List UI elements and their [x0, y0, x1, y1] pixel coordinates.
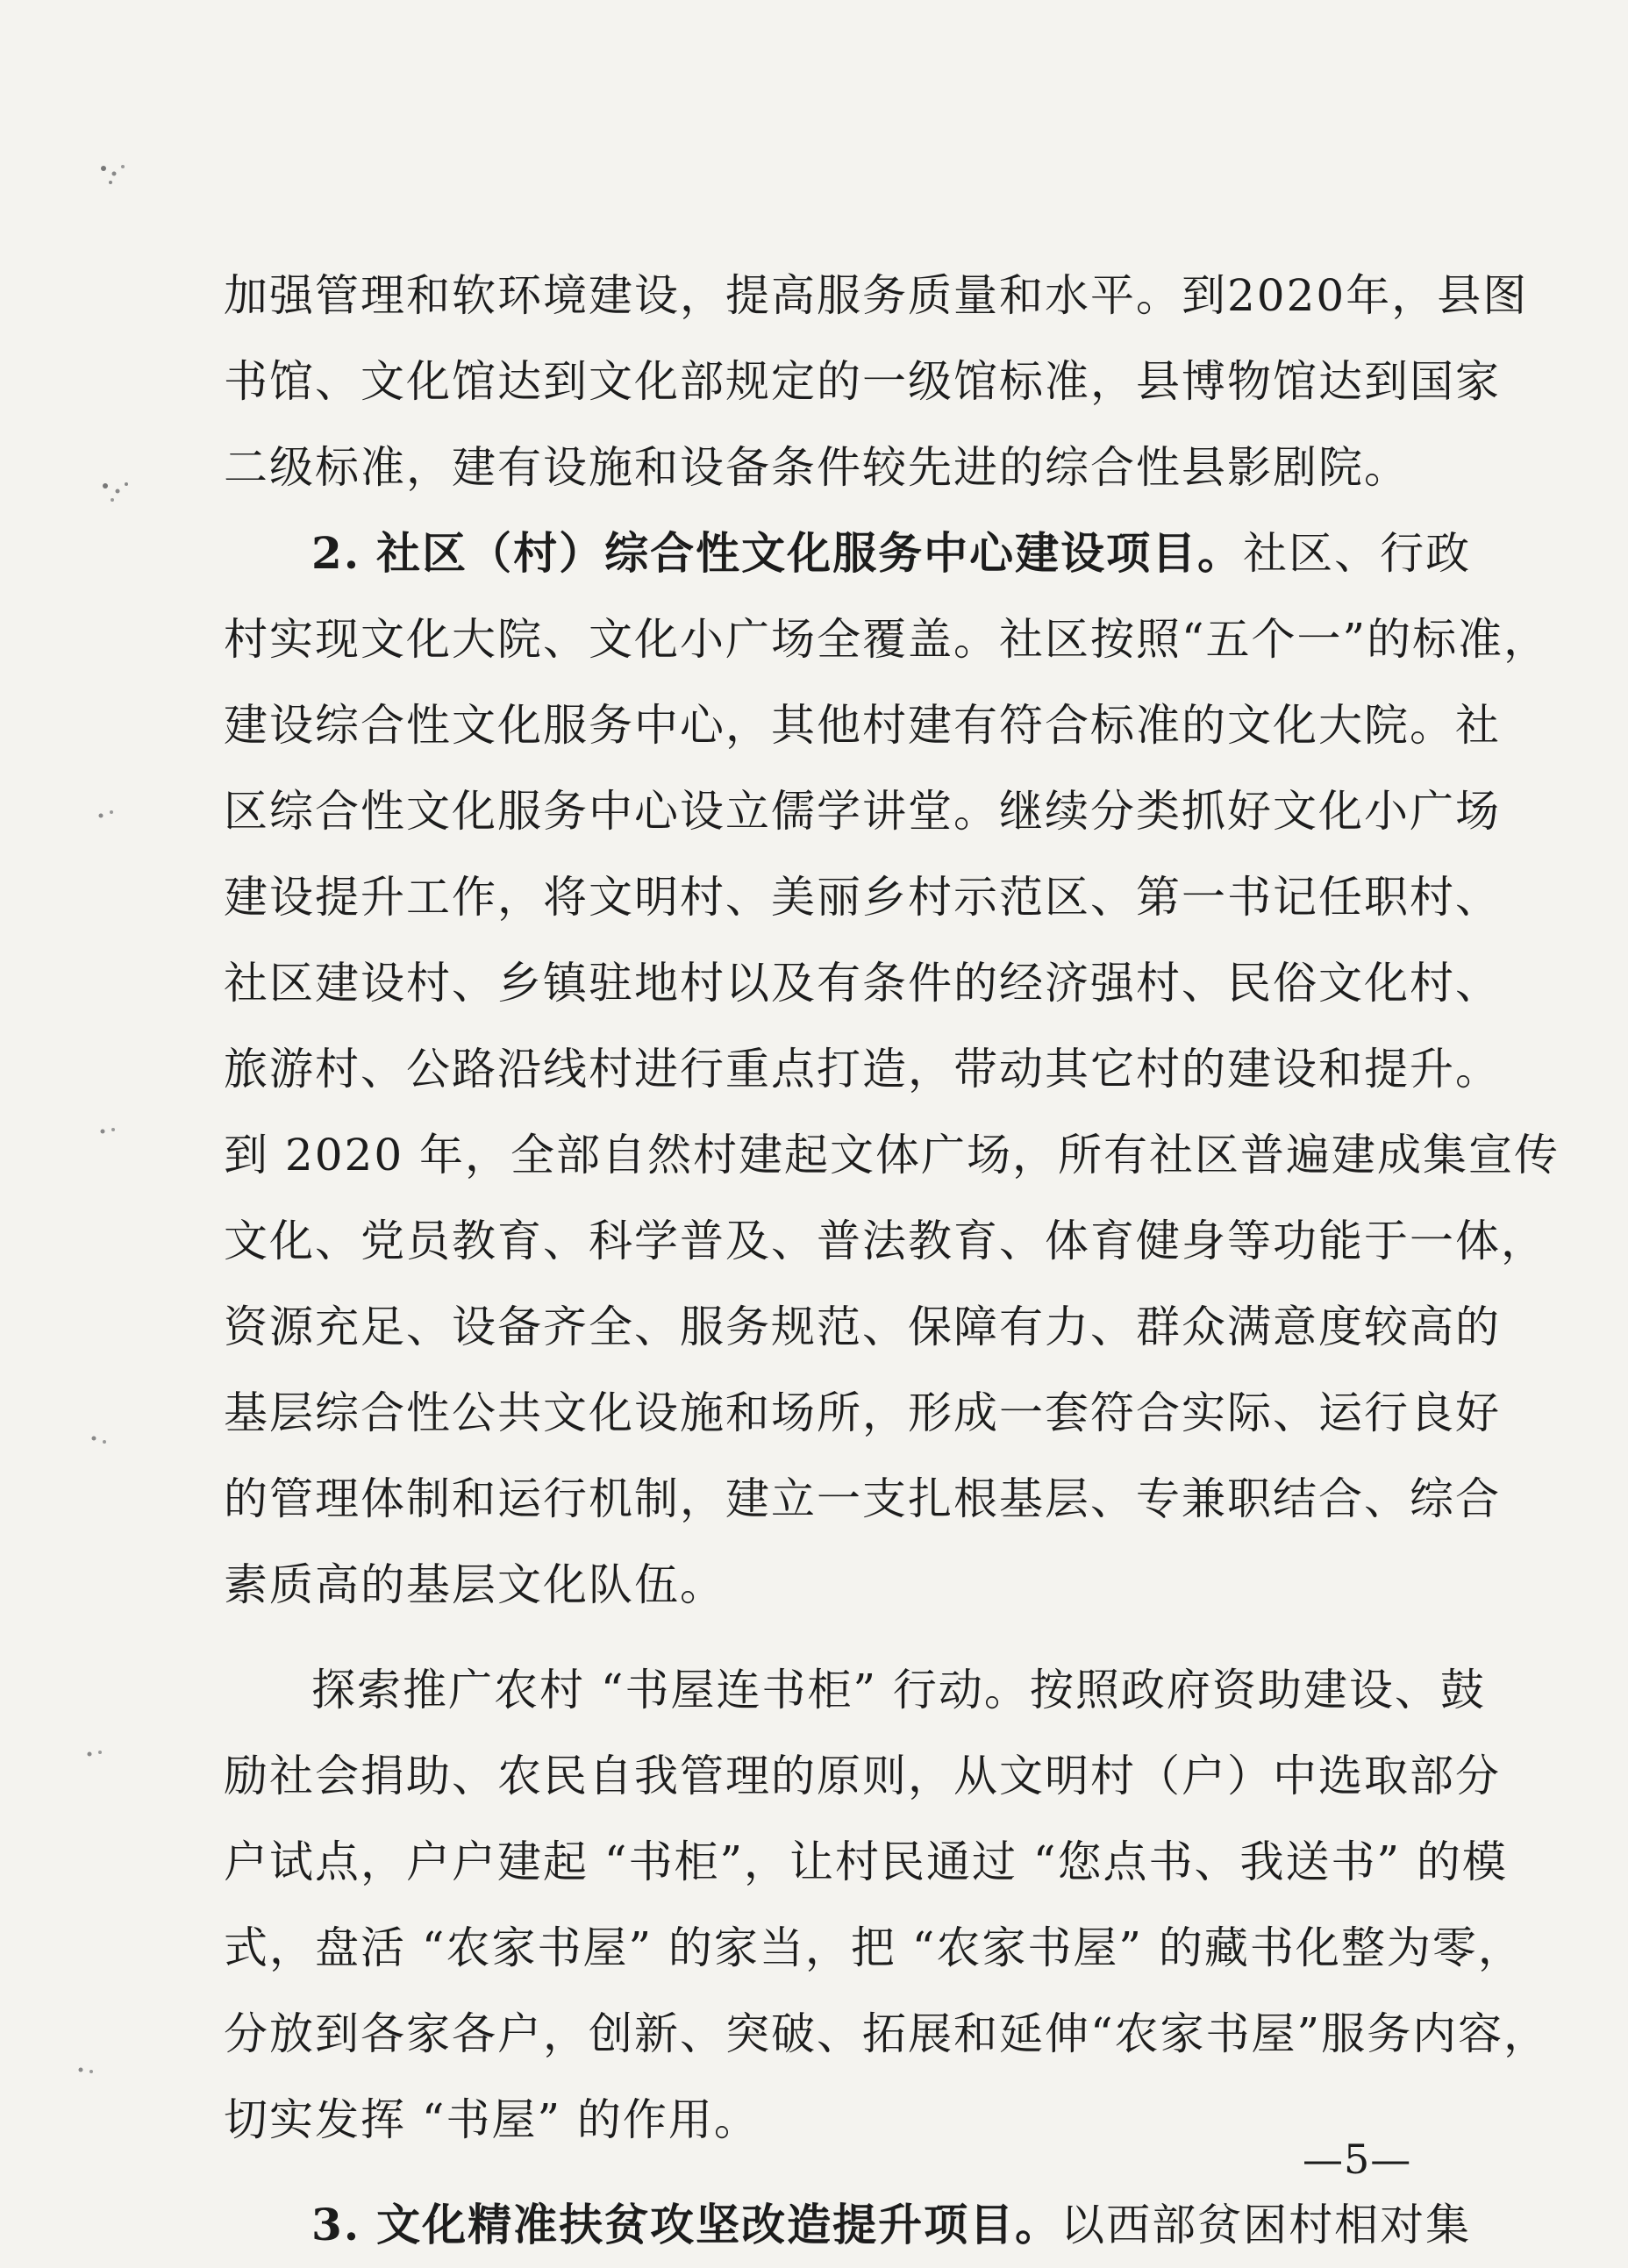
section-heading-text: 以西部贫困村相对集 [1060, 2200, 1472, 2250]
section-heading-text: 社区、行政 [1243, 528, 1472, 579]
section-heading-line [224, 2182, 1472, 2268]
text-line: 加强管理和软环境建设，提高服务质量和水平。到2020年，县图 [224, 270, 1529, 321]
scan-speck [88, 149, 140, 202]
text-line: 式，盘活 “农家书屋” 的家当，把 “农家书屋” 的藏书化整为零， [224, 1922, 1524, 1973]
text-line: 分放到各家各户，创新、突破、拓展和延伸“农家书屋”服务内容， [224, 2008, 1550, 2059]
paragraph [224, 253, 1529, 510]
text-line: 户试点，户户建起 “书柜”，让村民通过 “您点书、我送书” 的模 [224, 1837, 1508, 1887]
text-line: 区综合性文化服务中心设立儒学讲堂。继续分类抓好文化小广场 [224, 786, 1501, 837]
text-line: 二级标准，建有设施和设备条件较先进的综合性县影剧院。 [224, 442, 1410, 493]
text-line: 基层综合性公共文化设施和场所，形成一套符合实际、运行良好 [224, 1387, 1501, 1438]
section-title: 社区（村）综合性文化服务中心建设项目。 [376, 527, 1244, 579]
scan-speck [70, 1728, 123, 1780]
text-line: 文化、党员教育、科学普及、普法教育、体育健身等功能于一体， [224, 1216, 1546, 1266]
paragraph-gap [224, 2163, 1425, 2182]
scan-speck [61, 2043, 114, 2096]
scan-speck [83, 1105, 136, 1158]
text-line: 旅游村、公路沿线村进行重点打造，带动其它村的建设和提升。 [224, 1044, 1501, 1095]
text-line: 资源充足、设备齐全、服务规范、保障有力、群众满意度较高的 [224, 1302, 1501, 1352]
scan-speck [75, 1412, 127, 1465]
section-heading-line [224, 510, 1472, 596]
paragraph [224, 2182, 1472, 2268]
scan-speck [88, 465, 140, 517]
text-line: 切实发挥 “书屋” 的作用。 [224, 2094, 760, 2145]
section-number: 3. [311, 2199, 361, 2250]
text-line: 建设综合性文化服务中心，其他村建有符合标准的文化大院。社 [224, 700, 1501, 751]
text-line: 村实现文化大院、文化小广场全覆盖。社区按照“五个一”的标准， [224, 614, 1550, 665]
section-number: 2. [311, 527, 361, 579]
text-line: 书馆、文化馆达到文化部规定的一级馆标准，县博物馆达到国家 [224, 356, 1501, 407]
text-line: 素质高的基层文化队伍。 [224, 1559, 725, 1610]
paragraph-gap [224, 1628, 1425, 1647]
text-line: 励社会捐助、农民自我管理的原则，从文明村（户）中选取部分 [224, 1751, 1501, 1801]
body-text [224, 253, 1560, 2268]
text-line: 建设提升工作，将文明村、美丽乡村示范区、第一书记任职村、 [224, 872, 1501, 923]
section-title: 文化精准扶贫攻坚改造提升项目。 [376, 2199, 1061, 2250]
text-line: 社区建设村、乡镇驻地村以及有条件的经济强村、民俗文化村、 [224, 958, 1501, 1009]
text-line: 的管理体制和运行机制，建立一支扎根基层、专兼职结合、综合 [224, 1473, 1501, 1524]
scan-speck [83, 789, 136, 842]
paragraph [224, 1647, 1550, 2163]
paragraph [224, 510, 1560, 1628]
text-line: 到 2020 年，全部自然村建起文体广场，所有社区普遍建成集宣传 [224, 1130, 1560, 1180]
page-number: —5— [1303, 2136, 1412, 2183]
text-line: 探索推广农村 “书屋连书柜” 行动。按照政府资助建设、鼓 [311, 1665, 1486, 1715]
